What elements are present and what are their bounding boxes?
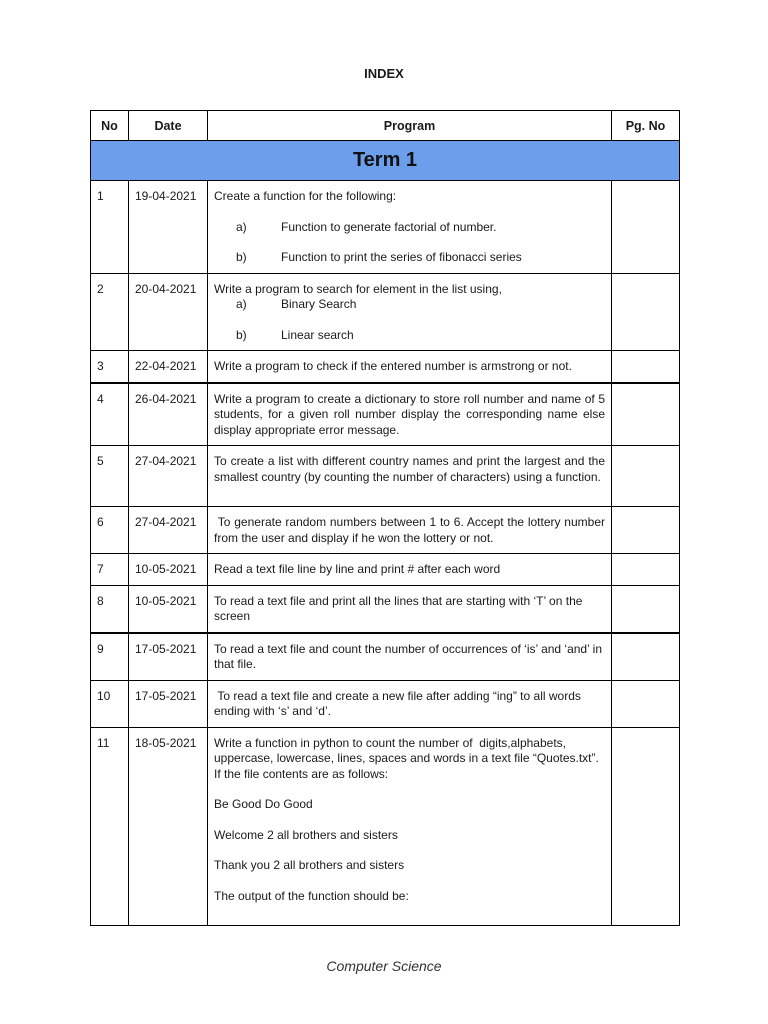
table-row <box>91 507 680 554</box>
sub-item-text: Binary Search <box>281 297 357 311</box>
program-description: Write a program to create a dictionary to store roll number and name of 5 students, for a given roll number display the corresponding name else display appropriate error message. <box>214 391 609 437</box>
program-description: To create a list with different country names and print the largest and the smallest country (by counting the number of characters) using a function. <box>214 454 609 484</box>
row-date: 10-05-2021 <box>129 585 208 633</box>
row-program <box>208 181 612 274</box>
row-number: 5 <box>91 446 129 507</box>
row-program <box>208 446 612 507</box>
table-row <box>91 446 680 507</box>
sub-item-label: a) <box>236 219 247 234</box>
row-page-number <box>612 446 680 507</box>
row-date: 26-04-2021 <box>129 383 208 446</box>
row-date: 10-05-2021 <box>129 554 208 586</box>
header-page-number: Pg. No <box>612 111 680 141</box>
row-page-number <box>612 181 680 274</box>
row-number: 8 <box>91 585 129 633</box>
sub-item-label: b) <box>236 250 247 264</box>
program-description: To read a text file and count the number of occurrences of ‘is’ and ‘and’ in that file. <box>214 641 606 671</box>
row-date: 18-05-2021 <box>129 727 208 925</box>
file-content-line: Thank you 2 all brothers and sisters <box>214 858 405 872</box>
row-program <box>208 633 612 681</box>
page-title: INDEX <box>364 66 404 81</box>
sub-item-label: a) <box>236 297 247 311</box>
row-page-number <box>612 273 680 351</box>
row-program <box>208 727 612 925</box>
sub-item-text: Linear search <box>281 327 354 342</box>
row-date: 22-04-2021 <box>129 351 208 383</box>
row-program <box>208 351 612 383</box>
row-number: 2 <box>91 273 129 351</box>
table-row <box>91 273 680 351</box>
row-page-number <box>612 633 680 681</box>
row-program <box>208 273 612 351</box>
table-row <box>91 680 680 727</box>
sub-item-text: Function to print the series of fibonacci series <box>281 250 522 264</box>
row-program <box>208 585 612 633</box>
table-row <box>91 585 680 633</box>
row-number: 1 <box>91 181 129 274</box>
row-date: 27-04-2021 <box>129 507 208 554</box>
table-row <box>91 633 680 681</box>
row-number: 7 <box>91 554 129 586</box>
row-date: 20-04-2021 <box>129 273 208 351</box>
sub-item-label: b) <box>236 327 247 342</box>
file-content-line: Be Good Do Good <box>214 797 313 811</box>
header-no: No <box>91 111 129 141</box>
table-row <box>91 383 680 446</box>
sub-item <box>214 328 605 344</box>
header-program: Program <box>208 111 612 141</box>
row-program <box>208 554 612 586</box>
row-date: 17-05-2021 <box>129 633 208 681</box>
term-row <box>91 141 680 181</box>
term-heading: Term 1 <box>91 141 680 181</box>
row-date: 17-05-2021 <box>129 680 208 727</box>
row-number: 6 <box>91 507 129 554</box>
row-number: 4 <box>91 383 129 446</box>
table-row <box>91 727 680 925</box>
table-row <box>91 554 680 586</box>
program-description: Write a function in python to count the number of digits,alphabets, uppercase, lowercase, lines, spaces and words in a text file “Quotes.txt”. If the file contents are as follows: <box>214 735 603 781</box>
program-description: Write a program to search for element in the list using, <box>214 281 502 296</box>
file-content-line: Welcome 2 all brothers and sisters <box>214 827 398 842</box>
program-description: To generate random numbers between 1 to 6. Accept the lottery number from the user and display if he won the lottery or not. <box>214 515 609 545</box>
row-program <box>208 507 612 554</box>
index-table <box>90 110 680 926</box>
table-row <box>91 181 680 274</box>
program-description: Write a program to check if the entered number is armstrong or not. <box>214 359 572 373</box>
row-program <box>208 383 612 446</box>
row-page-number <box>612 554 680 586</box>
row-page-number <box>612 507 680 554</box>
row-number: 10 <box>91 680 129 727</box>
sub-item <box>214 220 605 236</box>
row-page-number <box>612 585 680 633</box>
program-description: To read a text file and print all the lines that are starting with ‘T’ on the screen <box>214 593 586 623</box>
row-date: 27-04-2021 <box>129 446 208 507</box>
program-description: Read a text file line by line and print # after each word <box>214 562 501 576</box>
row-number: 9 <box>91 633 129 681</box>
page-footer: Computer Science <box>326 958 442 974</box>
header-row <box>91 111 680 141</box>
row-page-number <box>612 351 680 383</box>
sub-item-text: Function to generate factorial of number. <box>281 219 497 234</box>
sub-item <box>214 250 605 266</box>
row-page-number <box>612 680 680 727</box>
program-description: Create a function for the following: <box>214 189 397 203</box>
header-date: Date <box>129 111 208 141</box>
row-page-number <box>612 383 680 446</box>
sub-item <box>214 297 605 313</box>
row-page-number <box>612 727 680 925</box>
file-content-line: The output of the function should be: <box>214 888 409 903</box>
row-number: 3 <box>91 351 129 383</box>
program-description: To read a text file and create a new file after adding “ing” to all words ending with ‘s’ and ‘d’. <box>214 688 585 718</box>
row-date: 19-04-2021 <box>129 181 208 274</box>
row-program <box>208 680 612 727</box>
row-number: 11 <box>91 727 129 925</box>
table-row <box>91 351 680 383</box>
